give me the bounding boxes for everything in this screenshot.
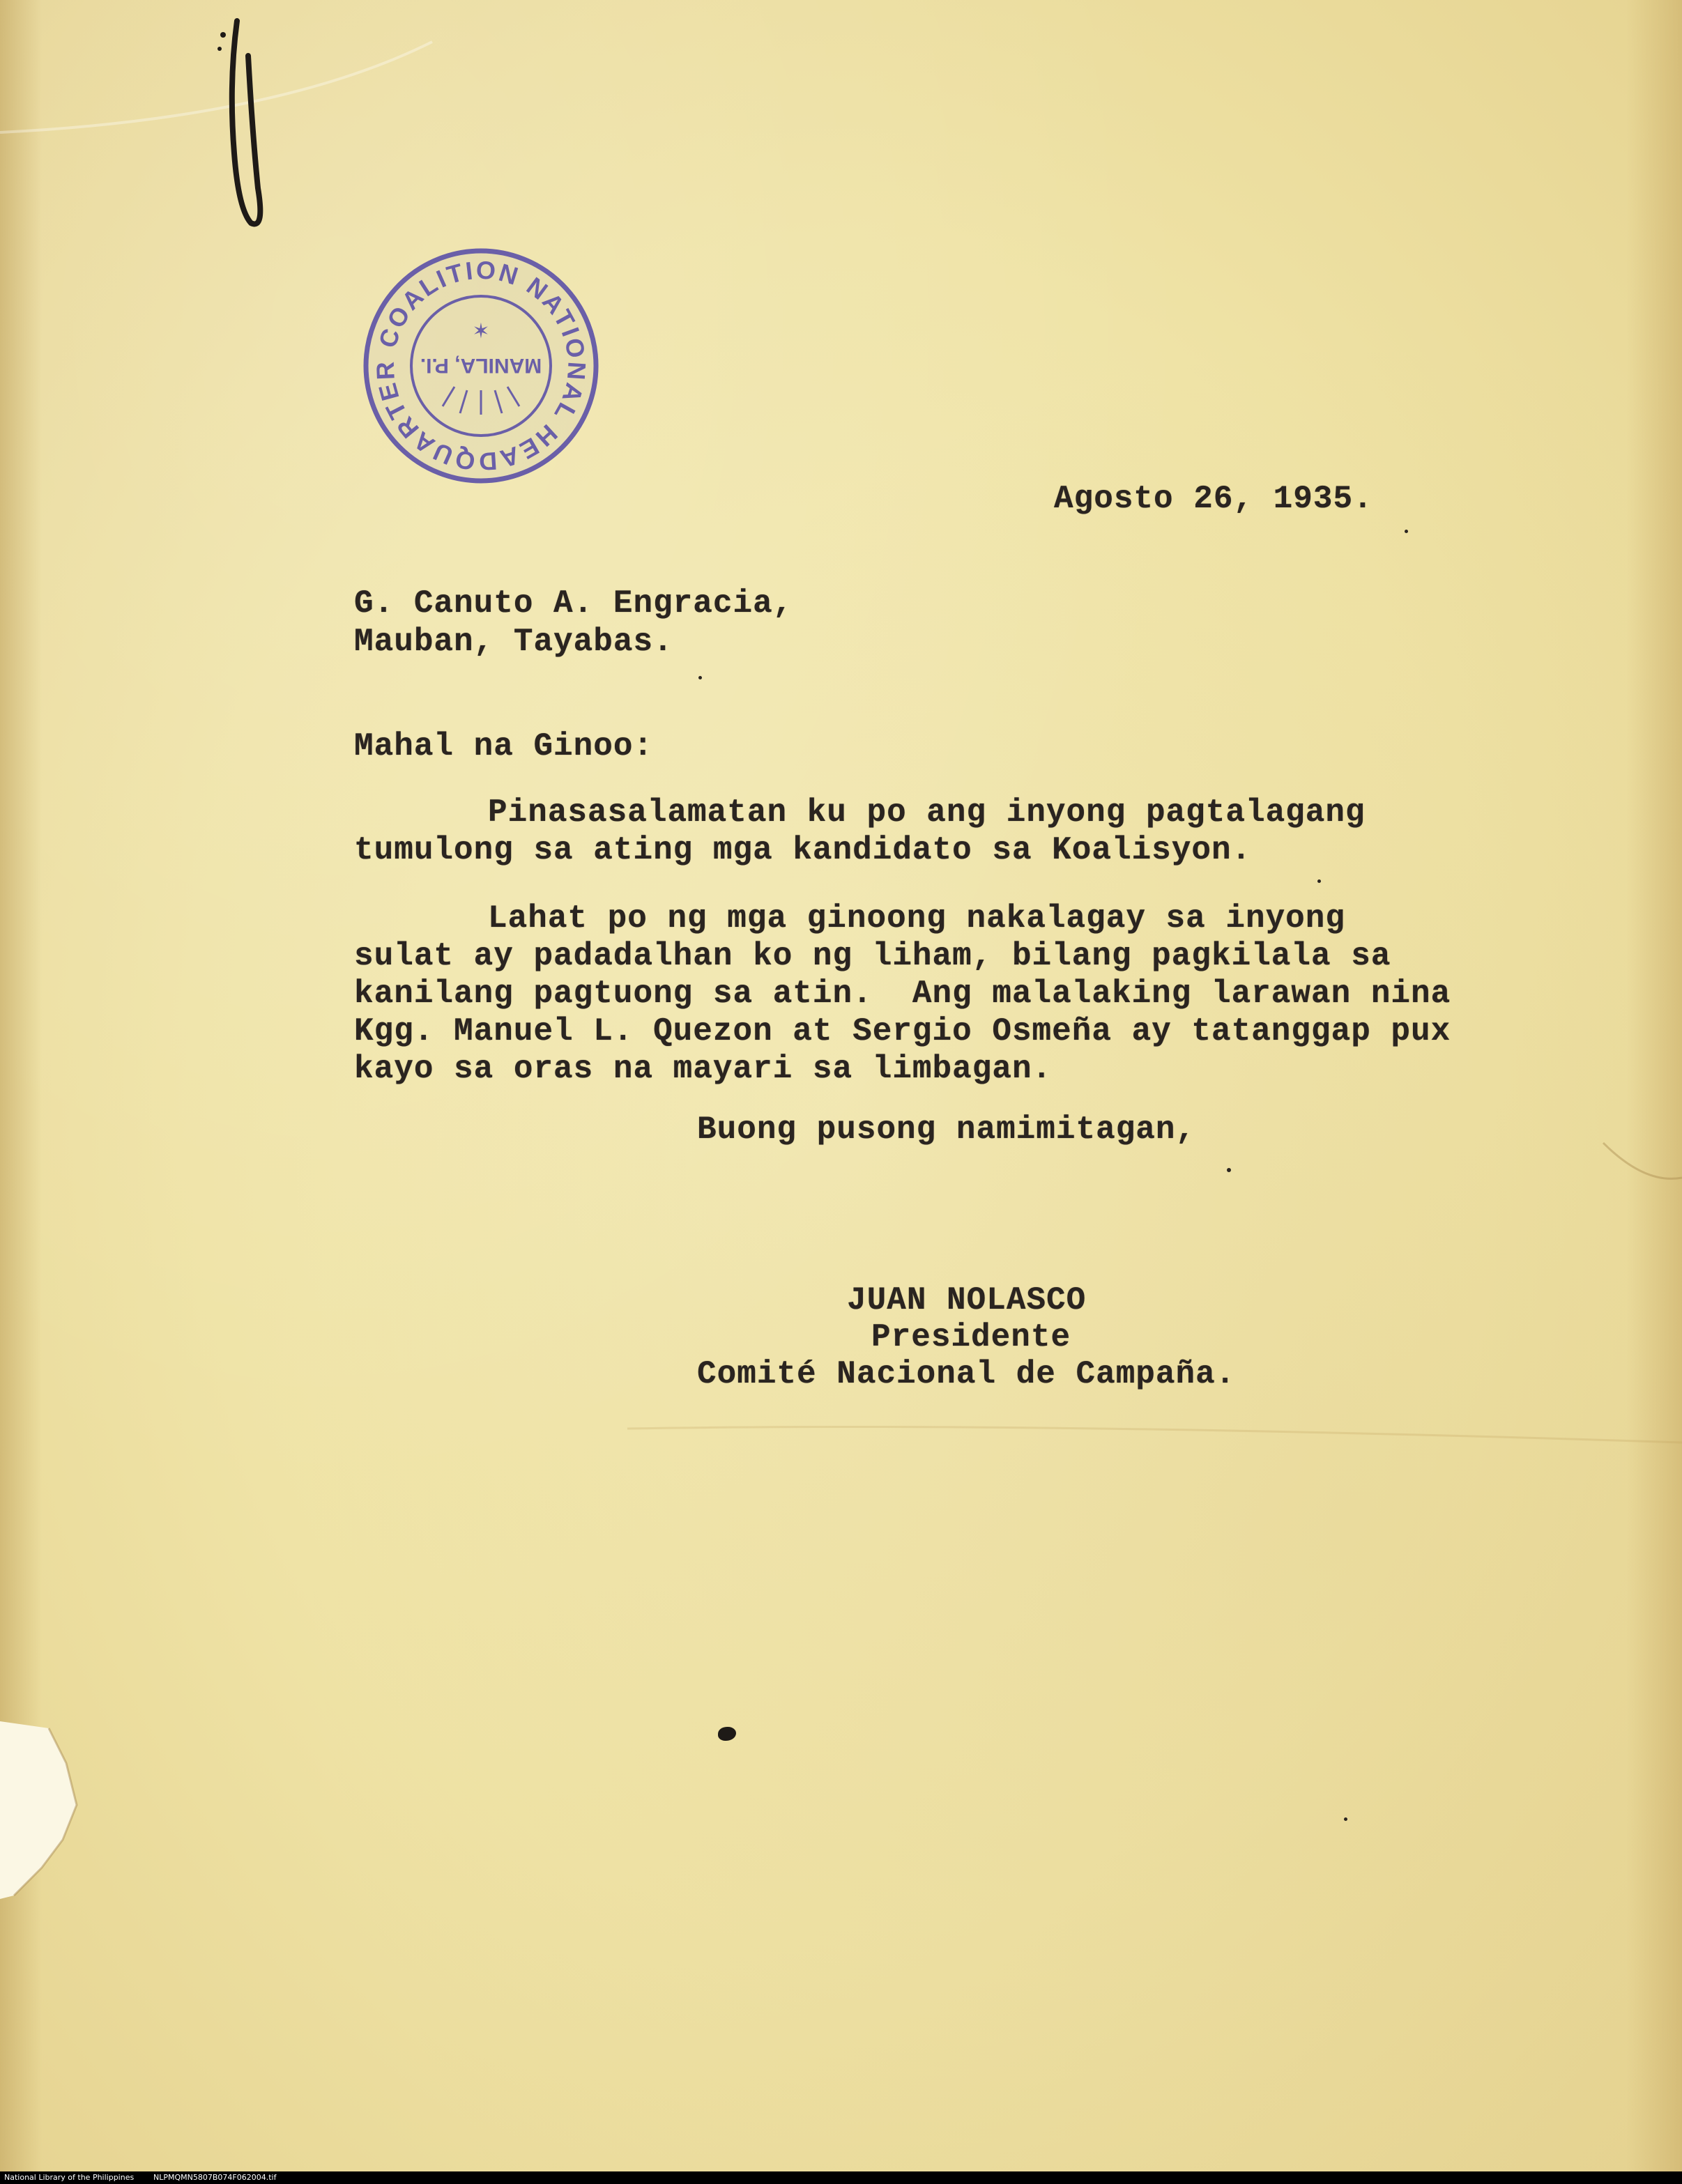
paragraph2-line: kanilang pagtuong sa atin. Ang malalaking larawan nina <box>354 976 1451 1012</box>
paperclip-mark <box>209 14 286 237</box>
signatory-name: JUAN NOLASCO <box>847 1282 1087 1318</box>
recipient-address: Mauban, Tayabas. <box>354 624 673 660</box>
paragraph2-line: kayo sa oras na mayari sa limbagan. <box>354 1051 1053 1087</box>
stamp-ring-text: COALITION NATIONAL HEADQUARTER <box>370 255 592 477</box>
salutation: Mahal na Ginoo: <box>354 728 654 764</box>
ink-speck <box>698 676 702 679</box>
archive-file-code: NLPMQMN5807B074F062004.tif <box>153 2173 277 2182</box>
stamp-seal <box>349 233 613 498</box>
paragraph2-line: sulat ay padadalhan ko ng liham, bilang pagkilala sa <box>354 938 1391 974</box>
signatory-title: Presidente <box>871 1319 1071 1355</box>
torn-edge-mark <box>0 1721 105 1902</box>
paragraph1-line: tumulong sa ating mga kandidato sa Koalisyon. <box>354 832 1252 868</box>
archive-source: National Library of the Philippines <box>4 2173 135 2182</box>
ink-speck <box>1344 1817 1347 1821</box>
ink-speck <box>1227 1168 1231 1172</box>
recipient-name: G. Canuto A. Engracia, <box>354 585 793 622</box>
coalition-stamp <box>349 233 613 498</box>
ink-speck <box>1405 530 1408 533</box>
star-icon: ✶ <box>472 319 490 344</box>
signatory-organization: Comité Nacional de Campaña. <box>697 1356 1236 1392</box>
ink-speck <box>1317 879 1321 883</box>
stamp-center-text: MANILA, P.I. <box>420 354 542 377</box>
closing: Buong pusong namimitagan, <box>697 1112 1196 1148</box>
paragraph2-line: Kgg. Manuel L. Quezon at Sergio Osmeña ay tatanggap pux <box>354 1013 1451 1049</box>
paragraph2-line: Lahat po ng mga ginoong nakalagay sa inyong <box>488 900 1345 937</box>
paragraph1-line: Pinasasalamatan ku po ang inyong pagtalagang <box>488 794 1366 831</box>
archive-footer <box>0 2171 1682 2184</box>
letter-date: Agosto 26, 1935. <box>1054 481 1373 517</box>
